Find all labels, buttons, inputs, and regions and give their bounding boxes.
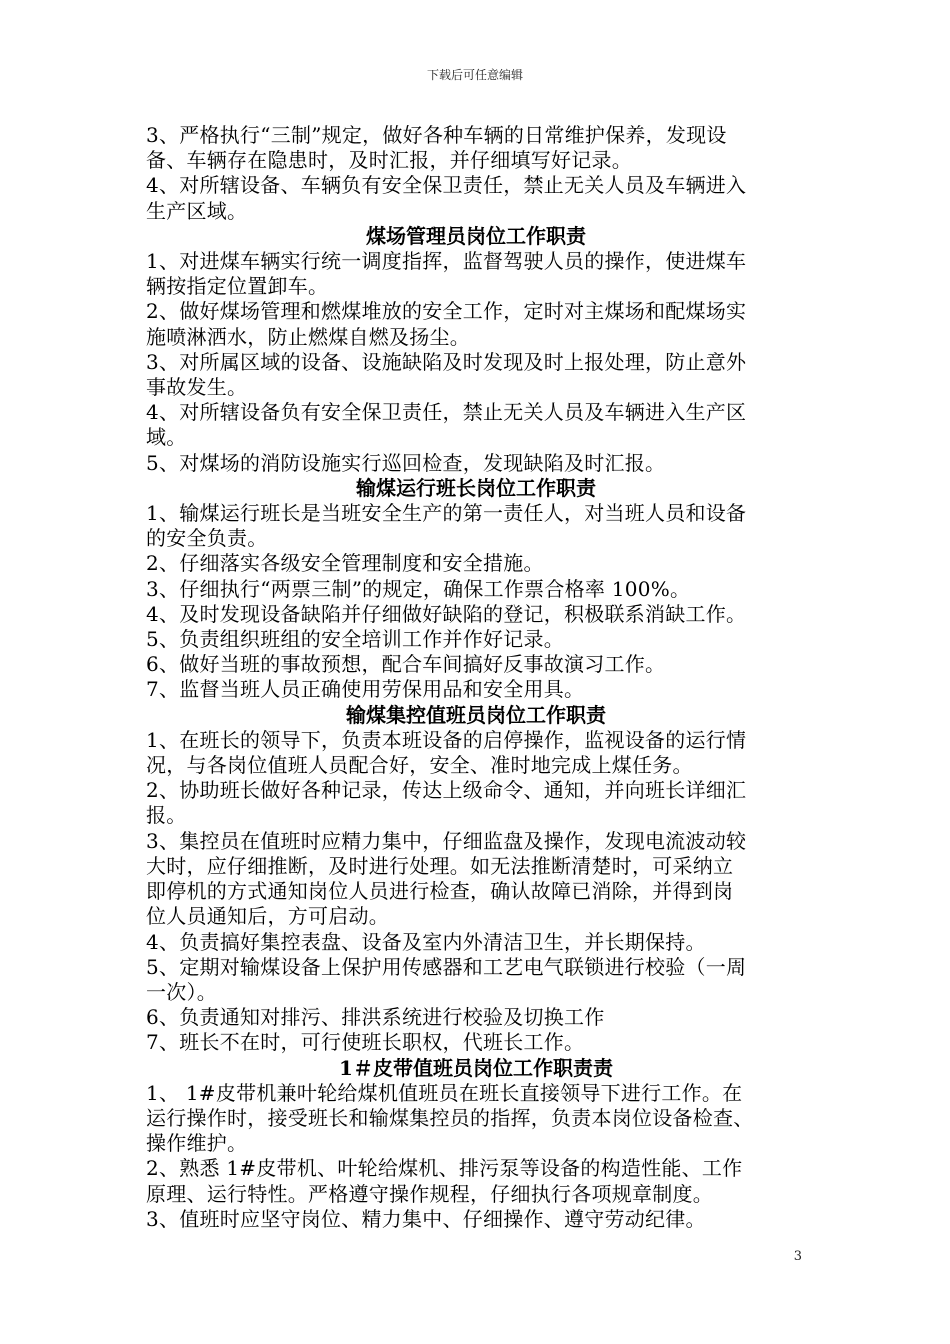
- duty-item: [146, 829, 806, 930]
- text-line: 4、及时发现设备缺陷并仔细做好缺陷的登记，积极联系消缺工作。: [146, 601, 747, 626]
- text-line: 7、监督当班人员正确使用劳保用品和安全用具。: [146, 677, 585, 702]
- duty-item: [146, 123, 806, 173]
- duty-item: [146, 299, 806, 349]
- duty-item: [146, 930, 806, 955]
- text-line: 3、仔细执行“两票三制”的规定，确保工作票合格率 100%。: [146, 576, 691, 601]
- duty-item: [146, 249, 806, 299]
- text-line: 位人员通知后，方可启动。: [146, 904, 389, 929]
- duty-item: [146, 677, 806, 702]
- text-line: 2、协助班长做好各种记录，传达上级命令、通知，并向班长详细汇: [146, 778, 747, 803]
- text-line: 6、负责通知对排污、排洪系统进行校验及切换工作: [146, 1005, 605, 1030]
- text-line: 2、仔细落实各级安全管理制度和安全措施。: [146, 551, 544, 576]
- section-heading: 输煤集控值班员岗位工作职责: [346, 702, 606, 727]
- text-line: 4、负责搞好集控表盘、设备及室内外清洁卫生，并长期保持。: [146, 929, 706, 954]
- duty-item: [146, 350, 806, 400]
- document-body: [146, 123, 806, 1232]
- text-line: 操作维护。: [146, 1131, 248, 1156]
- text-line: 3、对所属区域的设备、设施缺陷及时发现及时上报处理，防止意外: [146, 349, 747, 374]
- text-line: 事故发生。: [146, 375, 248, 400]
- text-line: 5、定期对输煤设备上保护用传感器和工艺电气联锁进行校验（一周: [146, 954, 747, 979]
- text-line: 1、对进煤车辆实行统一调度指挥，监督驾驶人员的操作，使进煤车: [146, 249, 747, 274]
- text-line: 原理、运行特性。严格遵守操作规程，仔细执行各项规章制度。: [146, 1181, 713, 1206]
- text-line: 一次）。: [146, 979, 217, 1004]
- section-heading: 1＃皮带值班员岗位工作职责责: [339, 1055, 613, 1080]
- text-line: 施喷淋洒水，防止燃煤自燃及扬尘。: [146, 324, 470, 349]
- duty-item: [146, 577, 806, 602]
- text-line: 5、负责组织班组的安全培训工作并作好记录。: [146, 627, 564, 652]
- text-line: 1、输煤运行班长是当班安全生产的第一责任人，对当班人员和设备: [146, 501, 747, 526]
- duty-item: [146, 551, 806, 576]
- text-line: 2、熟悉 1#皮带机、叶轮给煤机、排污泵等设备的构造性能、工作: [146, 1156, 743, 1181]
- duty-item: [146, 400, 806, 450]
- text-line: 域。: [146, 425, 187, 450]
- text-line: 备、车辆存在隐患时，及时汇报，并仔细填写好记录。: [146, 148, 632, 173]
- text-line: 7、班长不在时，可行使班长职权，代班长工作。: [146, 1030, 585, 1055]
- duty-item: [146, 627, 806, 652]
- duty-item: [146, 778, 806, 828]
- duty-item: [146, 1207, 806, 1232]
- duty-item: [146, 728, 806, 778]
- duty-item: [146, 1156, 806, 1206]
- text-line: 4、对所辖设备、车辆负有安全保卫责任，禁止无关人员及车辆进入: [146, 173, 747, 198]
- duty-item: [146, 451, 806, 476]
- text-line: 况，与各岗位值班人员配合好，安全、准时地完成上煤任务。: [146, 753, 693, 778]
- text-line: 辆按指定位置卸车。: [146, 274, 329, 299]
- duty-item: [146, 173, 806, 223]
- section-heading: 煤场管理员岗位工作职责: [366, 223, 586, 248]
- duty-item: [146, 1081, 806, 1157]
- text-line: 大时，应仔细推断，及时进行处理。如无法推断清楚时，可采纳立: [146, 853, 734, 878]
- text-line: 3、严格执行“三制”规定，做好各种车辆的日常维护保养，发现设: [146, 123, 727, 147]
- text-line: 即停机的方式通知岗位人员进行检查，确认故障已消除，并得到岗: [146, 879, 734, 904]
- text-line: 2、做好煤场管理和燃煤堆放的安全工作，定时对主煤场和配煤场实: [146, 299, 747, 324]
- text-line: 1、 1#皮带机兼叶轮给煤机值班员在班长直接领导下进行工作。在: [146, 1080, 743, 1105]
- text-line: 3、值班时应坚守岗位、精力集中、仔细操作、遵守劳动纪律。: [146, 1206, 706, 1231]
- duty-item: [146, 652, 806, 677]
- duty-item: [146, 602, 806, 627]
- text-line: 生产区域。: [146, 198, 248, 223]
- text-line: 运行操作时，接受班长和输煤集控员的指挥，负责本岗位设备检查、: [146, 1105, 754, 1130]
- text-line: 1、在班长的领导下，负责本班设备的启停操作，监视设备的运行情: [146, 727, 747, 752]
- text-line: 的安全负责。: [146, 526, 268, 551]
- duty-item: [146, 955, 806, 1005]
- text-line: 3、集控员在值班时应精力集中，仔细监盘及操作，发现电流波动较: [146, 828, 747, 853]
- section-heading: 输煤运行班长岗位工作职责: [356, 475, 596, 500]
- text-line: 4、对所辖设备负有安全保卫责任，禁止无关人员及车辆进入生产区: [146, 400, 747, 425]
- page-number: 3: [793, 1249, 802, 1264]
- duty-item: [146, 501, 806, 551]
- duty-item: [146, 1030, 806, 1055]
- duty-item: [146, 1005, 806, 1030]
- text-line: 6、做好当班的事故预想，配合车间搞好反事故演习工作。: [146, 652, 666, 677]
- page-header: 下载后可任意编辑: [426, 68, 523, 82]
- text-line: 报。: [146, 803, 187, 828]
- text-line: 5、对煤场的消防设施实行巡回检查，发现缺陷及时汇报。: [146, 450, 666, 475]
